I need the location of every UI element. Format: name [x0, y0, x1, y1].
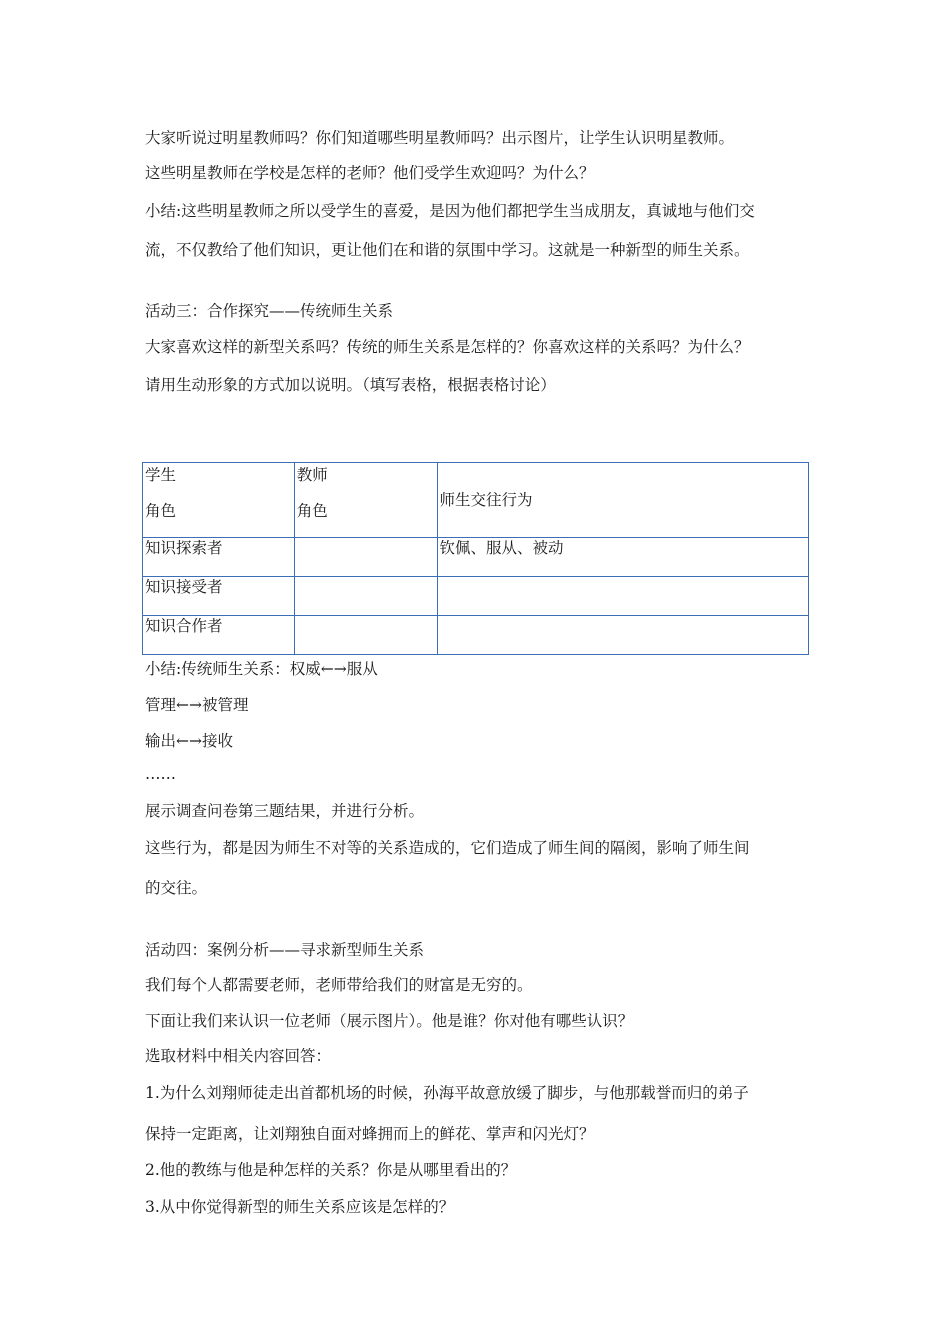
row-teacher-role — [294, 538, 437, 577]
row-student-role: 知识接受者 — [143, 577, 295, 616]
summary-line-2: 管理←→被管理 — [145, 696, 249, 714]
summary-ellipsis: …… — [145, 765, 176, 783]
table-row — [143, 577, 809, 616]
row-behavior: 钦佩、服从、被动 — [437, 538, 808, 577]
intro-paragraph-1: 大家听说过明星教师吗？你们知道哪些明星教师吗？出示图片，让学生认识明星教师。 — [145, 129, 735, 147]
table-header-row — [143, 463, 809, 538]
activity4-paragraph-1: 我们每个人都需要老师，老师带给我们的财富是无穷的。 — [145, 976, 533, 994]
activity3-question-1: 大家喜欢这样的新型关系吗？传统的师生关系是怎样的？你喜欢这样的关系吗？为什么？ — [145, 338, 750, 356]
intro-paragraph-2: 这些明星教师在学校是怎样的老师？他们受学生欢迎吗？为什么？ — [145, 164, 595, 182]
row-student-role: 知识合作者 — [143, 616, 295, 655]
header-student-role — [143, 463, 295, 538]
activity4-question-2: 2.他的教练与他是种怎样的关系？你是从哪里看出的？ — [145, 1161, 517, 1179]
activity4-paragraph-2: 下面让我们来认识一位老师（展示图片）。他是谁？你对他有哪些认识？ — [145, 1012, 634, 1030]
activity4-question-3: 3.从中你觉得新型的师生关系应该是怎样的？ — [145, 1198, 455, 1216]
row-student-role: 知识探索者 — [143, 538, 295, 577]
header-student-line-1: 学生 — [145, 466, 177, 484]
summary-line-1: 小结:传统师生关系：权威←→服从 — [145, 660, 378, 678]
summary-line-5: 展示调查问卷第三题结果，并进行分析。 — [145, 802, 425, 820]
activity4-heading: 活动四：案例分析——寻求新型师生关系 — [145, 941, 425, 959]
row-teacher-role — [294, 616, 437, 655]
header-student-line-2: 角色 — [145, 502, 177, 520]
intro-summary-line-1: 小结:这些明星教师之所以受学生的喜爱，是因为他们都把学生当成朋友，真诚地与他们交 — [145, 202, 755, 220]
header-teacher-role — [294, 463, 437, 538]
roles-table — [142, 462, 809, 655]
summary-line-6a: 这些行为，都是因为师生不对等的关系造成的，它们造成了师生间的隔阂，影响了师生间 — [145, 839, 750, 857]
header-teacher-line-1: 教师 — [296, 466, 328, 484]
row-teacher-role — [294, 577, 437, 616]
summary-line-6b: 的交往。 — [145, 879, 208, 897]
table-row — [143, 538, 809, 577]
header-behavior: 师生交往行为 — [437, 463, 808, 538]
activity3-question-2: 请用生动形象的方式加以说明。（填写表格，根据表格讨论） — [145, 376, 556, 394]
activity4-paragraph-3: 选取材料中相关内容回答： — [145, 1047, 332, 1065]
intro-summary-line-2: 流，不仅教给了他们知识，更让他们在和谐的氛围中学习。这就是一种新型的师生关系。 — [145, 241, 750, 259]
summary-line-3: 输出←→接收 — [145, 732, 233, 750]
activity4-question-1b: 保持一定距离，让刘翔独自面对蜂拥而上的鲜花、掌声和闪光灯？ — [145, 1125, 595, 1143]
activity4-question-1a: 1.为什么刘翔师徒走出首都机场的时候，孙海平故意放缓了脚步，与他那载誉而归的弟子 — [145, 1084, 749, 1102]
activity3-heading: 活动三：合作探究——传统师生关系 — [145, 302, 394, 320]
row-behavior — [437, 616, 808, 655]
header-teacher-line-2: 角色 — [296, 502, 328, 520]
table-row — [143, 616, 809, 655]
row-behavior — [437, 577, 808, 616]
